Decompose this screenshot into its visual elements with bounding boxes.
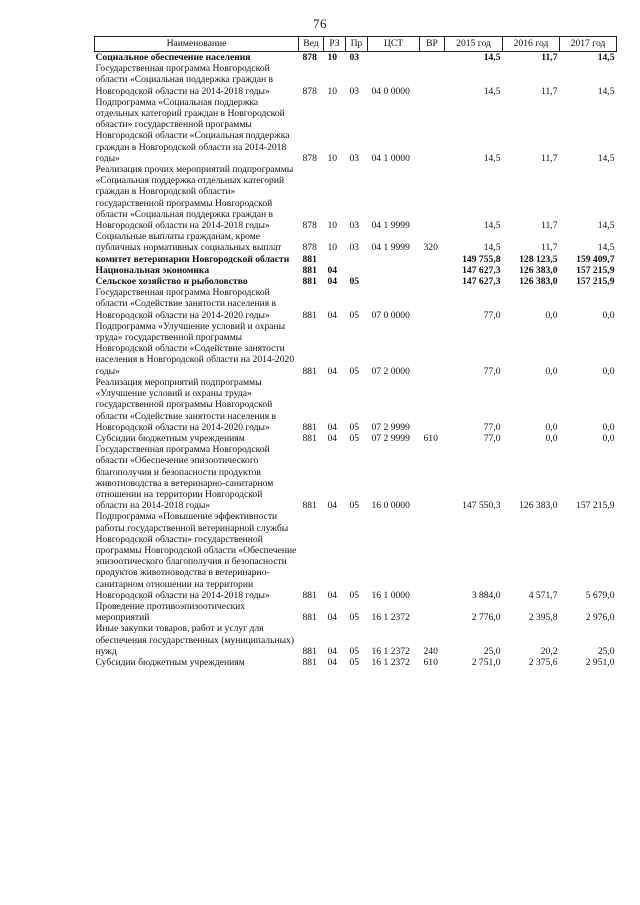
cell-name: Субсидии бюджетным учреждениям — [95, 432, 245, 444]
cell-2017: 157 215,9 — [576, 276, 615, 288]
cell-vr — [420, 444, 445, 511]
cell-ved: 881 — [302, 264, 317, 276]
cell-cst: 04 1 9999 — [371, 220, 410, 232]
cell-rz: 10 — [327, 52, 338, 63]
table-row — [95, 265, 617, 276]
cell-pr: 05 — [349, 500, 360, 512]
cell-2015: 149 755,8 — [462, 253, 501, 265]
cell-pr: 05 — [349, 309, 360, 321]
table-row — [95, 164, 617, 231]
cell-cst — [368, 265, 420, 276]
cell-vr — [420, 377, 445, 433]
cell-rz: 04 — [327, 276, 338, 288]
table-row — [95, 511, 617, 601]
cell-cst — [368, 276, 420, 287]
cell-2016: 0,0 — [545, 432, 558, 444]
page-number: 76 — [313, 16, 327, 31]
cell-cst: 16 1 2372 — [371, 612, 410, 624]
cell-2016: 0,0 — [545, 421, 558, 433]
header-2017: 2017 год — [560, 37, 617, 52]
cell-name: Подпрограмма «Повышение эффективности работы государственной ветеринарной службы Новгородской области» государственной программы Новгородской области «Обеспечение эпизоотического благополучия и безопасности продуктов животноводства в ветеринарно-санитарном отношении на территории Новгородской области на 2014-2018 годы» — [95, 511, 297, 601]
cell-ved: 878 — [302, 152, 317, 164]
cell-ved: 881 — [302, 432, 317, 444]
cell-2015: 25,0 — [483, 645, 501, 657]
cell-rz: 04 — [327, 432, 338, 444]
table-body — [95, 52, 617, 669]
cell-cst: 07 2 9999 — [371, 421, 410, 433]
cell-name: Подпрограмма «Социальная поддержка отдельных категорий граждан в Новгородской области» государственной программы Новгородской области «Социальная поддержка граждан в Новгородской области на 2014-2018 годы» — [95, 96, 290, 164]
cell-2015: 3 884,0 — [471, 589, 501, 601]
table-row — [95, 97, 617, 164]
cell-2016: 11,7 — [541, 85, 558, 97]
table-row — [95, 433, 617, 444]
cell-pr: 05 — [349, 432, 360, 444]
cell-vr — [420, 97, 445, 164]
table-row — [95, 276, 617, 287]
cell-2015: 77,0 — [483, 365, 501, 377]
cell-name: Государственная программа Новгородской области «Социальная поддержка граждан в Новгородской области на 2014-2018 годы» — [95, 63, 274, 97]
cell-ved: 878 — [302, 220, 317, 232]
cell-name: Государственная программа Новгородской области «Обеспечение эпизоотического благополучия и безопасности продуктов животноводства в ветеринарно-санитарном отношении на территории Новгородской области на 2014-2018 годы» — [95, 444, 274, 512]
cell-rz: 04 — [327, 500, 338, 512]
cell-ved: 881 — [302, 276, 317, 288]
cell-rz: 04 — [327, 264, 338, 276]
cell-vr — [420, 265, 445, 276]
cell-ved: 881 — [302, 500, 317, 512]
cell-cst: 04 1 0000 — [371, 152, 410, 164]
header-cst: ЦСТ — [368, 37, 420, 52]
cell-2016: 20,2 — [540, 645, 558, 657]
cell-cst: 07 2 0000 — [371, 365, 410, 377]
cell-pr: 05 — [349, 656, 360, 668]
header-ved: Вед — [299, 37, 324, 52]
cell-cst: 16 0 0000 — [371, 500, 410, 512]
cell-vr — [420, 164, 445, 231]
cell-vr: 320 — [423, 242, 438, 254]
cell-2017: 14,5 — [597, 242, 615, 254]
cell-2015: 77,0 — [483, 432, 501, 444]
cell-vr: 610 — [423, 432, 438, 444]
header-pr: Пр — [346, 37, 368, 52]
cell-2017: 14,5 — [597, 85, 615, 97]
cell-vr — [420, 601, 445, 623]
cell-rz: 04 — [327, 589, 338, 601]
table-row — [95, 254, 617, 265]
cell-2015: 147 550,3 — [462, 500, 501, 512]
cell-vr — [420, 52, 445, 64]
table-row — [95, 377, 617, 433]
cell-name: Иные закупки товаров, работ и услуг для обеспечения государственных (муниципальных) нужд — [95, 623, 295, 657]
cell-2015: 14,5 — [483, 85, 501, 97]
table-row — [95, 657, 617, 668]
cell-vr: 240 — [423, 645, 438, 657]
cell-2017: 25,0 — [597, 645, 615, 657]
table-row — [95, 231, 617, 253]
cell-2017: 0,0 — [602, 432, 615, 444]
cell-ved: 881 — [302, 612, 317, 624]
cell-pr: 05 — [349, 589, 360, 601]
cell-2017: 0,0 — [602, 421, 615, 433]
table-header — [95, 37, 617, 52]
cell-pr: 03 — [349, 52, 360, 63]
cell-2015: 14,5 — [483, 220, 501, 232]
cell-ved: 881 — [302, 365, 317, 377]
cell-2017: 14,5 — [597, 152, 615, 164]
cell-2015: 147 627,3 — [462, 264, 501, 276]
cell-2015: 2 751,0 — [471, 656, 501, 668]
cell-name: Реализация мероприятий подпрограммы «Улучшение условий и охраны труда» государственной программы Новгородской области «Содействие занятости населения в Новгородской области на 2014-2020 годы» — [95, 376, 277, 433]
cell-2016: 11,7 — [541, 52, 558, 63]
cell-2016: 2 375,6 — [528, 656, 558, 668]
cell-cst: 07 0 0000 — [371, 309, 410, 321]
cell-pr: 03 — [349, 85, 360, 97]
cell-2015: 77,0 — [483, 309, 501, 321]
cell-pr: 05 — [349, 612, 360, 624]
cell-ved: 881 — [302, 645, 317, 657]
cell-name: Реализация прочих мероприятий подпрограммы «Социальная поддержка отдельных категорий граждан в Новгородской области» государственной программы Новгородской области «Социальная поддержка граждан в Новгородской области на 2014-2018 годы» — [95, 164, 294, 232]
table-row — [95, 52, 617, 64]
cell-ved: 881 — [302, 253, 317, 265]
cell-pr — [346, 265, 368, 276]
cell-pr: 05 — [349, 276, 360, 288]
cell-name: комитет ветеринарии Новгородской области — [95, 253, 290, 265]
cell-ved: 881 — [302, 656, 317, 668]
cell-pr: 05 — [349, 365, 360, 377]
cell-2016: 0,0 — [545, 365, 558, 377]
cell-rz: 04 — [327, 309, 338, 321]
cell-name: Социальное обеспечение населения — [95, 52, 251, 63]
cell-cst: 04 0 0000 — [371, 85, 410, 97]
cell-pr: 05 — [349, 645, 360, 657]
cell-pr — [346, 254, 368, 265]
cell-rz: 10 — [327, 242, 338, 254]
cell-cst: 16 1 2372 — [371, 645, 410, 657]
cell-2015: 77,0 — [483, 421, 501, 433]
cell-ved: 878 — [302, 85, 317, 97]
table-row — [95, 601, 617, 623]
cell-2015: 14,5 — [483, 152, 501, 164]
cell-cst — [368, 52, 420, 64]
cell-name: Проведение противоэпизоотических мероприятий — [95, 600, 246, 624]
table-row — [95, 444, 617, 511]
cell-pr: 03 — [349, 152, 360, 164]
cell-2015: 147 627,3 — [462, 276, 501, 288]
cell-cst: 04 1 9999 — [371, 242, 410, 254]
cell-2017: 14,5 — [597, 52, 615, 63]
cell-2016: 126 383,0 — [519, 264, 558, 276]
cell-rz — [324, 254, 346, 265]
cell-2017: 0,0 — [602, 365, 615, 377]
cell-rz: 10 — [327, 85, 338, 97]
table-row — [95, 63, 617, 97]
cell-pr: 03 — [349, 220, 360, 232]
cell-vr: 610 — [423, 656, 438, 668]
cell-rz: 04 — [327, 365, 338, 377]
cell-name: Государственная программа Новгородской области «Содействие занятости населения в Новгородской области на 2014-2020 годы» — [95, 287, 277, 321]
cell-2016: 126 383,0 — [519, 276, 558, 288]
cell-ved: 881 — [302, 589, 317, 601]
cell-2017: 5 679,0 — [585, 589, 615, 601]
cell-cst — [368, 254, 420, 265]
cell-2016: 11,7 — [541, 152, 558, 164]
cell-2017: 2 976,0 — [585, 612, 615, 624]
cell-2017: 157 215,9 — [576, 264, 615, 276]
cell-2016: 2 395,8 — [528, 612, 558, 624]
cell-2017: 0,0 — [602, 309, 615, 321]
cell-ved: 881 — [302, 421, 317, 433]
header-2015: 2015 год — [445, 37, 503, 52]
cell-2017: 157 215,9 — [576, 500, 615, 512]
cell-2016: 11,7 — [541, 220, 558, 232]
cell-2017: 2 951,0 — [585, 656, 615, 668]
cell-pr: 05 — [349, 421, 360, 433]
cell-2017: 159 409,7 — [576, 253, 615, 265]
cell-2016: 4 571,7 — [528, 589, 558, 601]
cell-ved: 878 — [302, 242, 317, 254]
cell-2015: 14,5 — [483, 242, 501, 254]
table-row — [95, 623, 617, 657]
cell-name: Подпрограмма «Улучшение условий и охраны труда» государственной программы Новгородской области «Содействие занятости населения в Новгородской области на 2014-2020 годы» — [95, 320, 295, 377]
cell-rz: 10 — [327, 220, 338, 232]
cell-vr — [420, 276, 445, 287]
cell-rz: 04 — [327, 645, 338, 657]
cell-cst: 16 1 2372 — [371, 656, 410, 668]
header-2016: 2016 год — [503, 37, 560, 52]
cell-2016: 128 123,5 — [519, 253, 558, 265]
cell-name: Сельское хозяйство и рыболовство — [95, 276, 248, 288]
cell-rz: 04 — [327, 421, 338, 433]
cell-ved: 881 — [302, 309, 317, 321]
table-row — [95, 321, 617, 377]
header-row — [95, 37, 617, 52]
cell-pr: 03 — [349, 242, 360, 254]
header-vr: ВР — [420, 37, 445, 52]
table-row — [95, 287, 617, 321]
cell-2017: 14,5 — [597, 220, 615, 232]
cell-2016: 0,0 — [545, 309, 558, 321]
cell-2016: 11,7 — [541, 242, 558, 254]
header-name: Наименование — [95, 37, 299, 52]
cell-rz: 04 — [327, 656, 338, 668]
cell-vr — [420, 254, 445, 265]
cell-name: Социальные выплаты гражданам, кроме публичных нормативных социальных выплат — [95, 231, 282, 254]
cell-cst: 07 2 9999 — [371, 432, 410, 444]
cell-vr — [420, 287, 445, 321]
cell-vr — [420, 321, 445, 377]
cell-ved: 878 — [302, 52, 317, 63]
cell-rz: 04 — [327, 612, 338, 624]
cell-vr — [420, 511, 445, 601]
header-rz: РЗ — [324, 37, 346, 52]
cell-cst: 16 1 0000 — [371, 589, 410, 601]
cell-2016: 126 383,0 — [519, 500, 558, 512]
cell-2015: 2 776,0 — [471, 612, 501, 624]
cell-name: Субсидии бюджетным учреждениям — [95, 656, 245, 668]
budget-table — [94, 36, 617, 668]
cell-name: Национальная экономика — [95, 264, 210, 276]
cell-vr — [420, 63, 445, 97]
cell-2015: 14,5 — [483, 52, 501, 63]
cell-rz: 10 — [327, 152, 338, 164]
